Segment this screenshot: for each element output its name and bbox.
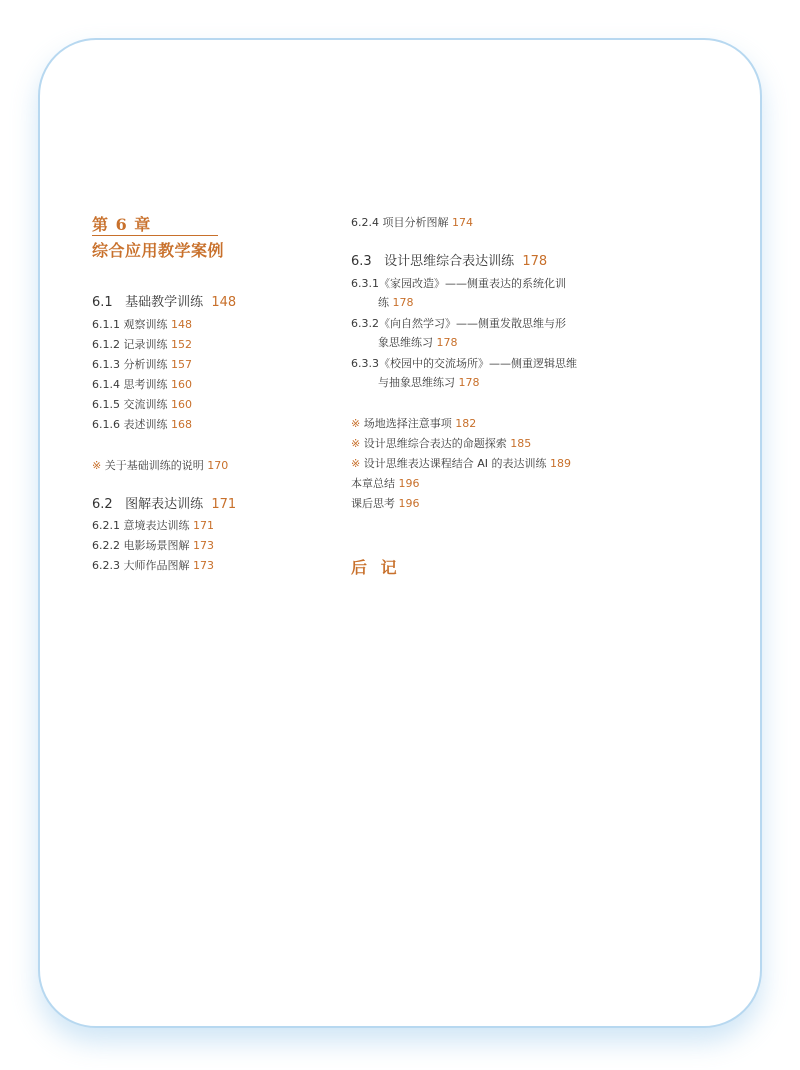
- toc-title: 设计思维表达课程结合 AI 的表达训练: [363, 457, 547, 470]
- toc-page-number: 157: [171, 358, 192, 371]
- toc-page-number: 196: [398, 477, 420, 490]
- toc-title: 项目分析图解: [382, 216, 449, 229]
- toc-page-number: 185: [510, 437, 532, 450]
- toc-number: 6.2.1: [92, 519, 120, 532]
- toc-page-number: 170: [207, 459, 229, 472]
- reference-mark-icon: ※: [92, 459, 102, 472]
- toc-number: 6.1.6: [92, 418, 120, 431]
- chapter-rule: [92, 235, 218, 236]
- toc-subsection[interactable]: [92, 398, 192, 412]
- toc-number: 6.1.4: [92, 378, 120, 391]
- toc-subsection[interactable]: [92, 539, 214, 553]
- toc-section[interactable]: [92, 497, 236, 513]
- toc-subsection[interactable]: [92, 519, 214, 533]
- toc-title-continued: 练: [378, 296, 389, 309]
- toc-title: 《校园中的交流场所》——侧重逻辑思维: [379, 357, 577, 370]
- toc-number: 6.1.1: [92, 318, 120, 331]
- toc-page-number: 152: [171, 338, 192, 351]
- toc-title: 本章总结: [351, 477, 395, 490]
- toc-section[interactable]: [92, 295, 236, 311]
- toc-subsection[interactable]: [351, 277, 566, 291]
- toc-number: 6.2.2: [92, 539, 120, 552]
- chapter-number: 第 6 章: [92, 215, 152, 234]
- toc-title: 意境表达训练: [123, 519, 190, 532]
- toc-number: 6.1.3: [92, 358, 120, 371]
- toc-subsection[interactable]: [92, 378, 192, 392]
- toc-page-number: 178: [522, 254, 548, 269]
- toc-title: 关于基础训练的说明: [104, 459, 204, 472]
- toc-page-number: 173: [193, 539, 214, 552]
- afterword-heading[interactable]: 后 记: [351, 558, 401, 577]
- toc-title-continued: 与抽象思维练习: [378, 376, 455, 389]
- toc-subsection-continued[interactable]: [378, 376, 480, 390]
- toc-title: 场地选择注意事项: [363, 417, 452, 430]
- reference-mark-icon: ※: [351, 417, 361, 430]
- toc-page-number: 160: [171, 378, 192, 391]
- toc-page-number: 160: [171, 398, 192, 411]
- toc-subsection[interactable]: [92, 358, 192, 372]
- toc-subsection[interactable]: [351, 357, 577, 371]
- toc-page-number: 178: [392, 296, 414, 309]
- toc-page-number: 171: [193, 519, 214, 532]
- toc-number: 6.2.4: [351, 216, 379, 229]
- toc-title: 《向自然学习》——侧重发散思维与形: [379, 317, 566, 330]
- toc-page-number: 148: [211, 295, 237, 310]
- toc-page-number: 174: [452, 216, 473, 229]
- toc-page-number: 182: [455, 417, 477, 430]
- toc-subsection-continued[interactable]: [378, 336, 458, 350]
- toc-page-number: 196: [398, 497, 420, 510]
- toc-page-number: 178: [436, 336, 458, 349]
- toc-page-number: 189: [549, 457, 571, 470]
- chapter-title: 综合应用教学案例: [92, 241, 225, 260]
- toc-page-number: 168: [171, 418, 192, 431]
- page-card: [38, 38, 762, 1028]
- toc-page-number: 148: [171, 318, 192, 331]
- toc-title: 分析训练: [123, 358, 168, 371]
- toc-note[interactable]: [92, 459, 228, 473]
- toc-section[interactable]: [351, 254, 547, 270]
- toc-note[interactable]: [351, 437, 531, 451]
- toc-note[interactable]: [351, 457, 571, 471]
- toc-title: 交流训练: [123, 398, 168, 411]
- toc-number: 6.3.3: [351, 357, 379, 370]
- toc-subsection[interactable]: [92, 338, 192, 352]
- toc-note[interactable]: [351, 417, 476, 431]
- toc-page-number: 178: [458, 376, 480, 389]
- toc-subsection[interactable]: [92, 318, 192, 332]
- toc-title: 大师作品图解: [123, 559, 190, 572]
- toc-title: 基础教学训练: [125, 295, 204, 310]
- toc-title: 记录训练: [123, 338, 168, 351]
- toc-number: 6.1: [92, 295, 113, 310]
- toc-title: 设计思维综合表达训练: [384, 254, 515, 269]
- toc-subsection-continued[interactable]: [378, 296, 414, 310]
- toc-number: 6.1.2: [92, 338, 120, 351]
- toc-number: 6.2: [92, 497, 113, 512]
- toc-number: 6.3.1: [351, 277, 379, 290]
- toc-number: 6.3.2: [351, 317, 379, 330]
- toc-entry[interactable]: [351, 497, 420, 511]
- toc-subsection[interactable]: [351, 317, 566, 331]
- toc-subsection[interactable]: [92, 559, 214, 573]
- toc-title-continued: 象思维练习: [378, 336, 433, 349]
- toc-title: 《家园改造》——侧重表达的系统化训: [379, 277, 566, 290]
- toc-title: 课后思考: [351, 497, 395, 510]
- toc-number: 6.1.5: [92, 398, 120, 411]
- reference-mark-icon: ※: [351, 437, 361, 450]
- toc-title: 设计思维综合表达的命题探索: [363, 437, 507, 450]
- toc-subsection[interactable]: [351, 216, 473, 230]
- toc-title: 思考训练: [123, 378, 168, 391]
- toc-number: 6.2.3: [92, 559, 120, 572]
- toc-title: 图解表达训练: [125, 497, 204, 512]
- toc-title: 表述训练: [123, 418, 168, 431]
- toc-number: 6.3: [351, 254, 372, 269]
- toc-page-number: 171: [211, 497, 237, 512]
- toc-title: 电影场景图解: [123, 539, 190, 552]
- toc-page-number: 173: [193, 559, 214, 572]
- toc-entry[interactable]: [351, 477, 420, 491]
- reference-mark-icon: ※: [351, 457, 361, 470]
- toc-subsection[interactable]: [92, 418, 192, 432]
- toc-title: 观察训练: [123, 318, 168, 331]
